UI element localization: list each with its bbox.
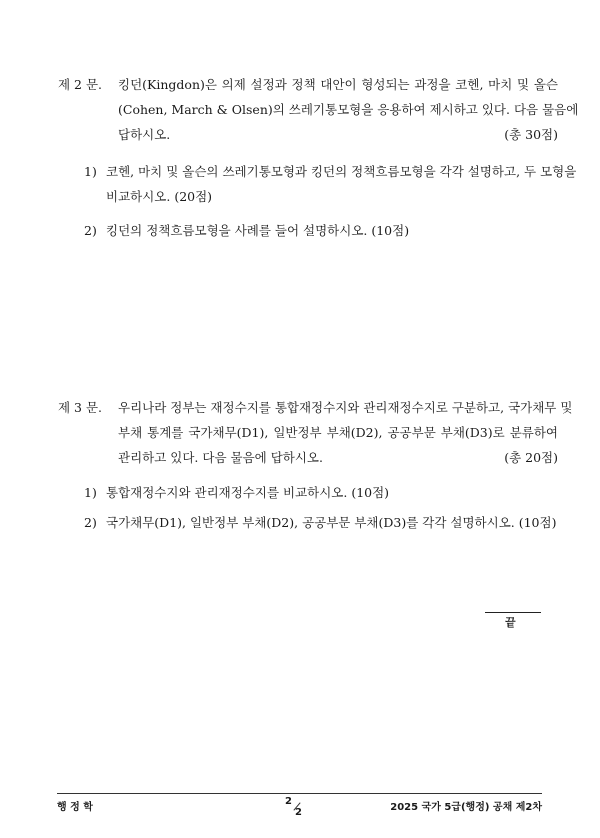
question-2-sub-1-line-2: 비교하시오. (20점): [106, 189, 213, 204]
question-2-sub-2-number: 2): [84, 223, 97, 238]
question-2-sub-2-line-1: 킹던의 정책흐름모형을 사례를 들어 설명하시오. (10점): [106, 223, 410, 238]
question-3-line-1: 우리나라 정부는 재정수지를 통합재정수지와 관리재정수지로 구분하고, 국가채무 및: [118, 400, 573, 415]
footer-page-current: 2: [285, 796, 292, 807]
question-2-line-3: [118, 122, 558, 147]
end-divider: [485, 612, 541, 613]
question-3-sub-2-number: 2): [84, 515, 97, 530]
question-2-line-1: 킹던(Kingdon)은 의제 설정과 정책 대안이 형성되는 과정을 코헨, 마치 및 올슨: [118, 77, 558, 92]
question-2-line-3-text: 답하시오.: [118, 127, 171, 142]
question-2: [58, 72, 579, 243]
question-3-line-2: 부채 통계를 국가채무(D1), 일반정부 부채(D2), 공공부문 부채(D3)로 분류하여: [118, 425, 558, 440]
question-3-body: [58, 395, 573, 470]
question-2-sub-1-line-1: 코헨, 마치 및 올슨의 쓰레기통모형과 킹던의 정책흐름모형을 각각 설명하고, 두 모형을: [106, 164, 577, 179]
footer-page-number: [285, 796, 307, 820]
question-3-sub-2: [84, 510, 558, 535]
footer-exam-title: 2025 국가 5급(행정) 공채 제2차: [390, 802, 542, 813]
question-2-sub-2: [84, 218, 558, 243]
question-3-line-3-text: 관리하고 있다. 다음 물음에 답하시오.: [118, 450, 323, 465]
question-3-number: 제 3 문.: [58, 400, 103, 415]
question-3-line-3: [118, 445, 558, 470]
question-3-sub-2-line-1: 국가채무(D1), 일반정부 부채(D2), 공공부문 부채(D3)를 각각 설명하시오. (10점): [106, 515, 557, 530]
question-2-sub-1-number: 1): [84, 164, 97, 179]
question-3-sub-1-line-1: 통합재정수지와 관리재정수지를 비교하시오. (10점): [106, 485, 390, 500]
question-2-points: (총 30점): [504, 127, 558, 142]
question-2-line-2: (Cohen, March & Olsen)의 쓰레기통모형을 응용하여 제시하고 있다. 다음 물음에: [118, 102, 579, 117]
question-3-sub-1: [84, 480, 558, 505]
question-2-number: 제 2 문.: [58, 77, 103, 92]
footer-divider: [57, 793, 542, 794]
question-2-sub-1: [84, 159, 577, 209]
footer-page-total: 2: [295, 807, 302, 818]
end-mark: 끝: [505, 616, 516, 629]
question-3-sub-1-number: 1): [84, 485, 97, 500]
question-3: [58, 395, 573, 535]
footer-subject: 행 정 학: [57, 802, 93, 813]
question-2-body: [58, 72, 579, 147]
question-3-points: (총 20점): [504, 450, 558, 465]
